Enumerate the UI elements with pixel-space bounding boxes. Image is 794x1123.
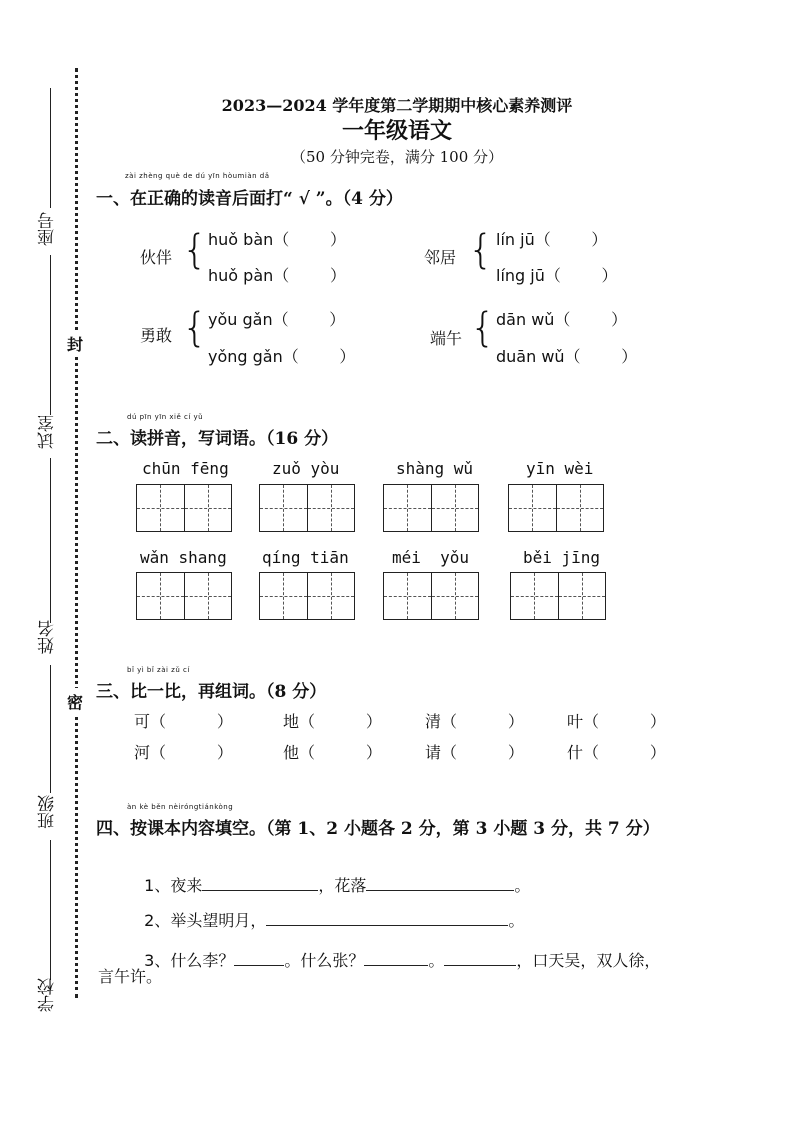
- q4-title: 四、按课本内容填空。（第 1、2 小题各 2 分，第 3 小题 3 分，共 7 分）: [96, 819, 660, 839]
- writing-grid[interactable]: [259, 572, 355, 620]
- seal-char-mi: 密: [67, 688, 83, 715]
- q4-text: 2、举头望明月，: [144, 911, 267, 930]
- q1-title: 一、在正确的读音后面打“ √ ”。（4 分）: [96, 189, 403, 209]
- q1-word-3: 勇敢: [140, 326, 173, 345]
- writing-grid[interactable]: [136, 572, 232, 620]
- q1-option[interactable]: yǒu gǎn（ ）: [208, 310, 346, 329]
- q2-pinyin: qíng tiān: [262, 548, 349, 567]
- class-line: [50, 665, 51, 793]
- room-line: [50, 255, 51, 415]
- answer-blank[interactable]: [364, 951, 428, 966]
- q1-option[interactable]: yǒng gǎn（ ）: [208, 347, 356, 366]
- q3-item[interactable]: 河（ ）: [134, 743, 233, 762]
- writing-grid[interactable]: [259, 484, 355, 532]
- q3-item[interactable]: 请（ ）: [425, 743, 524, 762]
- q4-text: 。: [514, 876, 531, 895]
- brace-icon: {: [470, 305, 496, 351]
- q3-title: 三、比一比，再组词。（8 分）: [96, 682, 327, 702]
- q1-option[interactable]: huǒ bàn（ ）: [208, 230, 346, 249]
- q3-item[interactable]: 清（ ）: [425, 712, 524, 731]
- exam-note: （50 分钟完卷，满分 100 分）: [290, 148, 504, 166]
- writing-grid[interactable]: [136, 484, 232, 532]
- answer-blank[interactable]: [234, 951, 284, 966]
- q4-text: 1、夜来: [144, 876, 203, 895]
- q3-item[interactable]: 他（ ）: [283, 743, 382, 762]
- subject-title: 一年级语文: [341, 118, 452, 144]
- q4-text: 。什么张？: [284, 951, 365, 970]
- writing-grid[interactable]: [508, 484, 604, 532]
- q2-pinyin: shàng wǔ: [396, 459, 474, 478]
- q2-pinyin: wǎn shang: [140, 548, 227, 567]
- q1-word-1: 伙伴: [140, 248, 173, 267]
- seal-dotted-line: [75, 68, 82, 998]
- q4-text: 。: [508, 911, 525, 930]
- name-line: [50, 458, 51, 623]
- q2-pinyin: méi yǒu: [392, 548, 470, 567]
- brace-icon: {: [182, 227, 208, 273]
- school-label: 学校: [38, 978, 58, 1012]
- q3-item[interactable]: 叶（ ）: [567, 712, 666, 731]
- q1-option[interactable]: lín jū（ ）: [496, 230, 608, 249]
- q1-ruby: zài zhèng què de dú yīn hòumiàn dǎ: [125, 172, 270, 180]
- answer-blank[interactable]: [266, 911, 508, 926]
- writing-grid[interactable]: [510, 572, 606, 620]
- seal-char-feng: 封: [67, 330, 83, 357]
- q2-pinyin: yīn wèi: [526, 459, 594, 478]
- writing-grid[interactable]: [383, 572, 479, 620]
- q2-pinyin: zuǒ yòu: [272, 459, 340, 478]
- brace-icon: {: [182, 305, 208, 351]
- answer-blank[interactable]: [444, 951, 516, 966]
- q4-text: 3、什么李？: [144, 951, 235, 970]
- q4-ruby: àn kè běn nèiróngtiánkòng: [127, 803, 234, 811]
- q2-pinyin: běi jīng: [523, 548, 601, 567]
- q1-word-2: 邻居: [424, 248, 457, 267]
- room-label: 试室: [38, 415, 58, 449]
- exam-title: 2023—2024 学年度第二学期期中核心素养测评: [221, 96, 573, 115]
- school-line: [50, 840, 51, 980]
- q3-item[interactable]: 什（ ）: [567, 743, 666, 762]
- q3-item[interactable]: 可（ ）: [134, 712, 233, 731]
- q2-title: 二、读拼音，写词语。（16 分）: [96, 429, 339, 449]
- q3-item[interactable]: 地（ ）: [283, 712, 382, 731]
- class-label: 班级: [38, 795, 58, 829]
- seat-label: 座号: [38, 212, 58, 246]
- writing-grid[interactable]: [383, 484, 479, 532]
- q2-ruby: dú pīn yīn xiě cí yǔ: [127, 413, 204, 421]
- name-label: 姓名: [38, 620, 58, 654]
- q1-option[interactable]: huǒ pàn（ ）: [208, 266, 346, 285]
- q4-line-3: [134, 929, 660, 971]
- q4-text: ，口天吴，双人徐，: [516, 951, 661, 970]
- q1-option[interactable]: duān wǔ（ ）: [496, 347, 638, 366]
- q4-text: ，花落: [318, 876, 367, 895]
- q4-text: 。: [428, 951, 445, 970]
- brace-icon: {: [468, 227, 494, 273]
- q1-option[interactable]: dān wǔ（ ）: [496, 310, 628, 329]
- q2-pinyin: chūn fēng: [142, 459, 229, 478]
- q4-line-4: 言午许。: [98, 967, 163, 986]
- q3-ruby: bǐ yì bǐ zài zǔ cí: [127, 666, 190, 674]
- q4-line-2: [134, 889, 524, 931]
- q1-word-4: 端午: [430, 329, 463, 348]
- q1-option[interactable]: líng jū（ ）: [496, 266, 618, 285]
